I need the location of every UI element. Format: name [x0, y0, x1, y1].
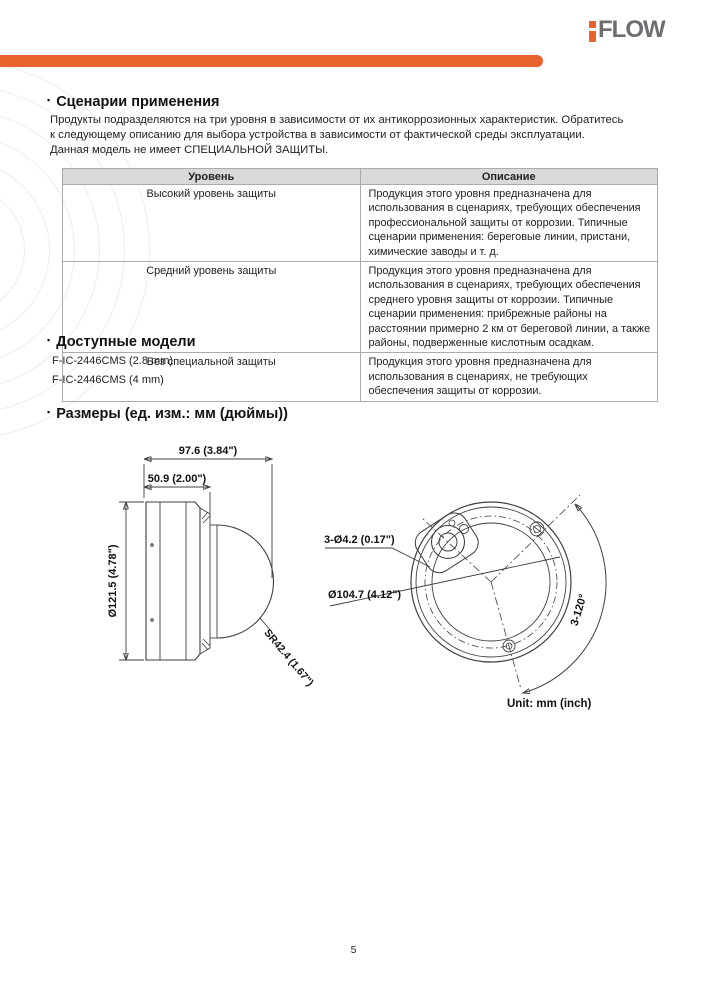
level-cell: Без специальной защиты: [63, 353, 361, 401]
logo-text: FLOW: [598, 16, 665, 43]
section-title-scenarios: [47, 94, 219, 110]
column-header-description: Описание: [360, 169, 658, 185]
section-title-text: Размеры (ед. изм.: мм (дюймы)): [56, 406, 288, 422]
dim-total-width: 97.6 (3.84"): [178, 445, 238, 457]
bottom-view-drawing: [322, 483, 622, 718]
mounting-screws: [503, 522, 544, 652]
camera-side-outline: [146, 502, 274, 660]
table-row: [63, 185, 658, 262]
dim-diameter: Ø121.5 (4.78"): [107, 544, 119, 618]
bullet-square-icon: ▪: [47, 407, 51, 417]
model-item: F-IC-2446CMS (4 mm): [52, 374, 164, 386]
dim-base-width: 50.9 (2.00"): [147, 473, 207, 485]
bullet-square-icon: ▪: [47, 335, 51, 345]
dim-hole-angle: 3-120°: [568, 592, 590, 628]
scenarios-paragraph: [50, 113, 623, 159]
paragraph-line: к следующему описанию для выбора устройства в зависимости от фактической среды эксплуатации.: [50, 129, 585, 142]
description-cell: Продукция этого уровня предназначена для использования в сценариях, не требующих обеспечения защиты от коррозии.: [360, 353, 658, 401]
dim-dome-radius: SR42.4 (1.67"): [261, 627, 316, 689]
paragraph-line: Продукты подразделяются на три уровня в зависимости от их антикоррозионных характеристик. Обратитесь: [50, 114, 624, 126]
section-title-text: Сценарии применения: [56, 94, 220, 110]
brand-logo: [589, 16, 665, 43]
description-cell: Продукция этого уровня предназначена для использования в сценариях, требующих обеспечения среднего уровня защиты от коррозии. Типичные сценарии применения: прибрежные районы на расстоянии примерно 2 км от береговой линии, а также районы, подверженные кислотным осадкам.: [360, 262, 658, 353]
paragraph-line: Данная модель не имеет СПЕЦИАЛЬНОЙ ЗАЩИТЫ.: [50, 144, 329, 157]
section-title-text: Доступные модели: [56, 334, 196, 350]
section-title-dimensions: [47, 406, 288, 422]
section-title-models: [47, 334, 196, 350]
column-header-level: Уровень: [63, 169, 361, 185]
side-view-drawing: [98, 438, 323, 708]
bullet-square-icon: ▪: [47, 95, 51, 105]
dimension-lines: [119, 459, 272, 660]
unit-note: Unit: mm (inch): [507, 698, 592, 710]
level-cell: Высокий уровень защиты: [63, 185, 361, 262]
model-item: F-IC-2446CMS (2.8 mm): [52, 355, 174, 367]
table-header-row: [63, 169, 658, 185]
level-cell: Средний уровень защиты: [63, 262, 361, 353]
page-number: 5: [350, 944, 357, 956]
accent-bar: [0, 55, 543, 67]
dim-base-diameter: Ø104.7 (4.12"): [328, 589, 402, 601]
logo-i-mark-icon: [589, 21, 596, 42]
dome-profile: [217, 525, 274, 638]
description-cell: Продукция этого уровня предназначена для использования в сценариях, требующих обеспечения профессиональной защиты от коррозии. Типичные сценарии применения: береговые линии, пристани, химические заводы и т. д.: [360, 185, 658, 262]
dim-mounting-holes: 3-Ø4.2 (0.17"): [324, 534, 395, 546]
